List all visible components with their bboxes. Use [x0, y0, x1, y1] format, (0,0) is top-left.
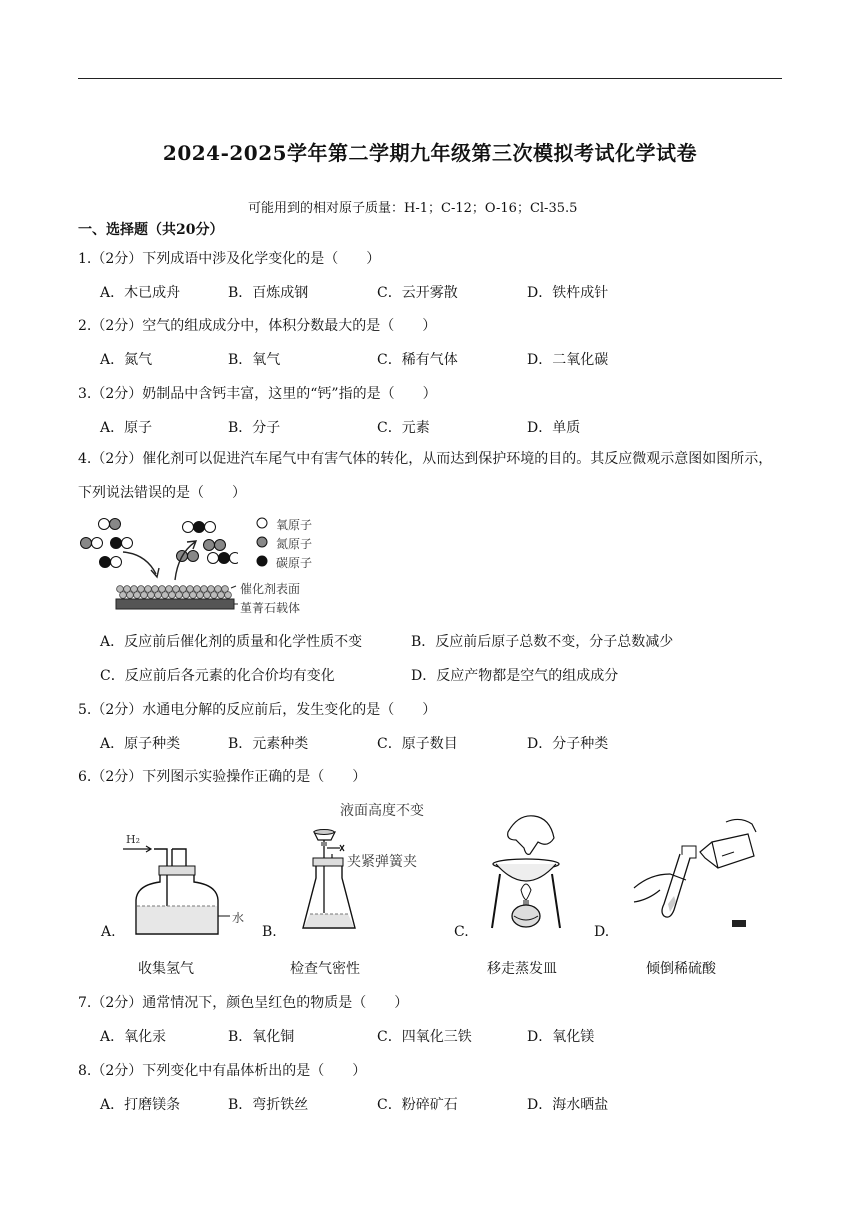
q5-option-a[interactable]: A．原子种类: [100, 736, 181, 752]
legend-nitrogen: 氮原子: [276, 537, 313, 551]
q6-option-c[interactable]: C.: [454, 924, 469, 940]
legend-carbon: 碳原子: [276, 556, 313, 570]
airtightness-check-figure: [300, 818, 380, 940]
q8-option-c[interactable]: C．粉碎矿石: [377, 1097, 458, 1113]
q2-option-d[interactable]: D．二氧化碳: [527, 352, 609, 368]
question-3-stem: 3.（2分）奶制品中含钙丰富，这里的“钙”指的是（ ）: [78, 386, 437, 402]
q4-option-a[interactable]: A．反应前后催化剂的质量和化学性质不变: [100, 634, 363, 650]
legend-oxygen: 氧原子: [276, 518, 313, 532]
q3-option-b[interactable]: B．分子: [228, 420, 281, 436]
q4-option-d[interactable]: D．反应产物都是空气的组成成分: [411, 668, 619, 684]
catalyst-reaction-diagram: [78, 512, 238, 616]
question-4-stem: 4.（2分）催化剂可以促进汽车尾气中有害气体的转化，从而达到保护环境的目的。其反应微观示意图如图所示，下列说法错误的是（ ）: [78, 451, 773, 501]
caption-c: 移走蒸发皿: [487, 961, 557, 977]
page-title: 2024-2025学年第二学期九年级第三次模拟考试化学试卷: [162, 141, 698, 165]
caption-d: 倾倒稀硫酸: [646, 961, 716, 977]
section-heading: 一、选择题（共20分）: [78, 222, 224, 238]
q5-option-c[interactable]: C．原子数目: [377, 736, 458, 752]
top-rule: [78, 78, 782, 79]
label-cordierite-support: 堇菁石载体: [240, 601, 301, 615]
carbon-atom-icon: [257, 556, 267, 566]
question-2-stem: 2.（2分）空气的组成成分中，体积分数最大的是（ ）: [78, 318, 437, 334]
oxygen-atom-icon: [257, 518, 267, 528]
reactant-molecules: [81, 519, 133, 568]
evaporating-dish-figure: [488, 808, 570, 940]
caption-b: 检查气密性: [290, 961, 360, 977]
q3-option-d[interactable]: D．单质: [527, 420, 581, 436]
q1-option-b[interactable]: B．百炼成钢: [228, 285, 309, 301]
test-tube: [662, 854, 690, 917]
q1-option-c[interactable]: C．云开雾散: [377, 285, 458, 301]
q1-option-d[interactable]: D．铁杵成针: [527, 285, 609, 301]
nitrogen-atom-icon: [257, 537, 267, 547]
product-molecules: [177, 522, 239, 564]
label-liquid-level: 液面高度不变: [340, 803, 424, 819]
question-6-stem: 6.（2分）下列图示实验操作正确的是（ ）: [78, 769, 367, 785]
q4-option-c[interactable]: C．反应前后各元素的化合价均有变化: [100, 668, 335, 684]
q7-option-b[interactable]: B．氧化铜: [228, 1029, 295, 1045]
label-h2: H₂: [126, 833, 141, 846]
atomic-mass-note: 可能用到的相对原子质量：H-1；C-12；O-16；Cl-35.5: [248, 201, 578, 216]
q8-option-a[interactable]: A．打磨镁条: [100, 1097, 181, 1113]
q1-option-a[interactable]: A．木已成舟: [100, 285, 181, 301]
q2-option-c[interactable]: C．稀有气体: [377, 352, 458, 368]
label-catalyst-surface: 催化剂表面: [240, 582, 301, 596]
q7-option-d[interactable]: D．氧化镁: [527, 1029, 595, 1045]
q7-option-c[interactable]: C．四氧化三铁: [377, 1029, 472, 1045]
q8-option-b[interactable]: B．弯折铁丝: [228, 1097, 309, 1113]
q4-option-b[interactable]: B．反应前后原子总数不变，分子总数减少: [411, 634, 674, 650]
atom-legend-icons: [255, 515, 269, 571]
q6-option-b[interactable]: B.: [262, 924, 277, 940]
cordierite-support: [116, 599, 234, 609]
q6-option-a[interactable]: A.: [101, 924, 116, 940]
reagent-bottle: [712, 834, 754, 868]
gas-collection-bottle-figure: [120, 830, 235, 940]
hand-icon: [726, 819, 756, 832]
question-5-stem: 5.（2分）水通电分解的反应前后，发生变化的是（ ）: [78, 702, 437, 718]
q3-option-a[interactable]: A．原子: [100, 420, 153, 436]
pouring-acid-figure: [630, 812, 760, 938]
question-7-stem: 7.（2分）通常情况下，颜色呈红色的物质是（ ）: [78, 995, 409, 1011]
q5-option-d[interactable]: D．分子种类: [527, 736, 609, 752]
catalyst-beads: [117, 586, 232, 599]
label-water: 水: [232, 911, 245, 925]
q2-option-a[interactable]: A．氮气: [100, 352, 153, 368]
q5-option-b[interactable]: B．元素种类: [228, 736, 309, 752]
q7-option-a[interactable]: A．氧化汞: [100, 1029, 167, 1045]
label-clamp: 夹紧弹簧夹: [347, 854, 417, 870]
q6-option-d[interactable]: D.: [594, 924, 610, 940]
bottle-stopper: [732, 920, 746, 927]
question-8-stem: 8.（2分）下列变化中有晶体析出的是（ ）: [78, 1063, 367, 1079]
q3-option-c[interactable]: C．元素: [377, 420, 430, 436]
q2-option-b[interactable]: B．氧气: [228, 352, 281, 368]
hand-icon: [508, 816, 554, 855]
caption-a: 收集氢气: [138, 961, 194, 977]
q8-option-d[interactable]: D．海水晒盐: [527, 1097, 609, 1113]
question-1-stem: 1.（2分）下列成语中涉及化学变化的是（ ）: [78, 251, 381, 267]
